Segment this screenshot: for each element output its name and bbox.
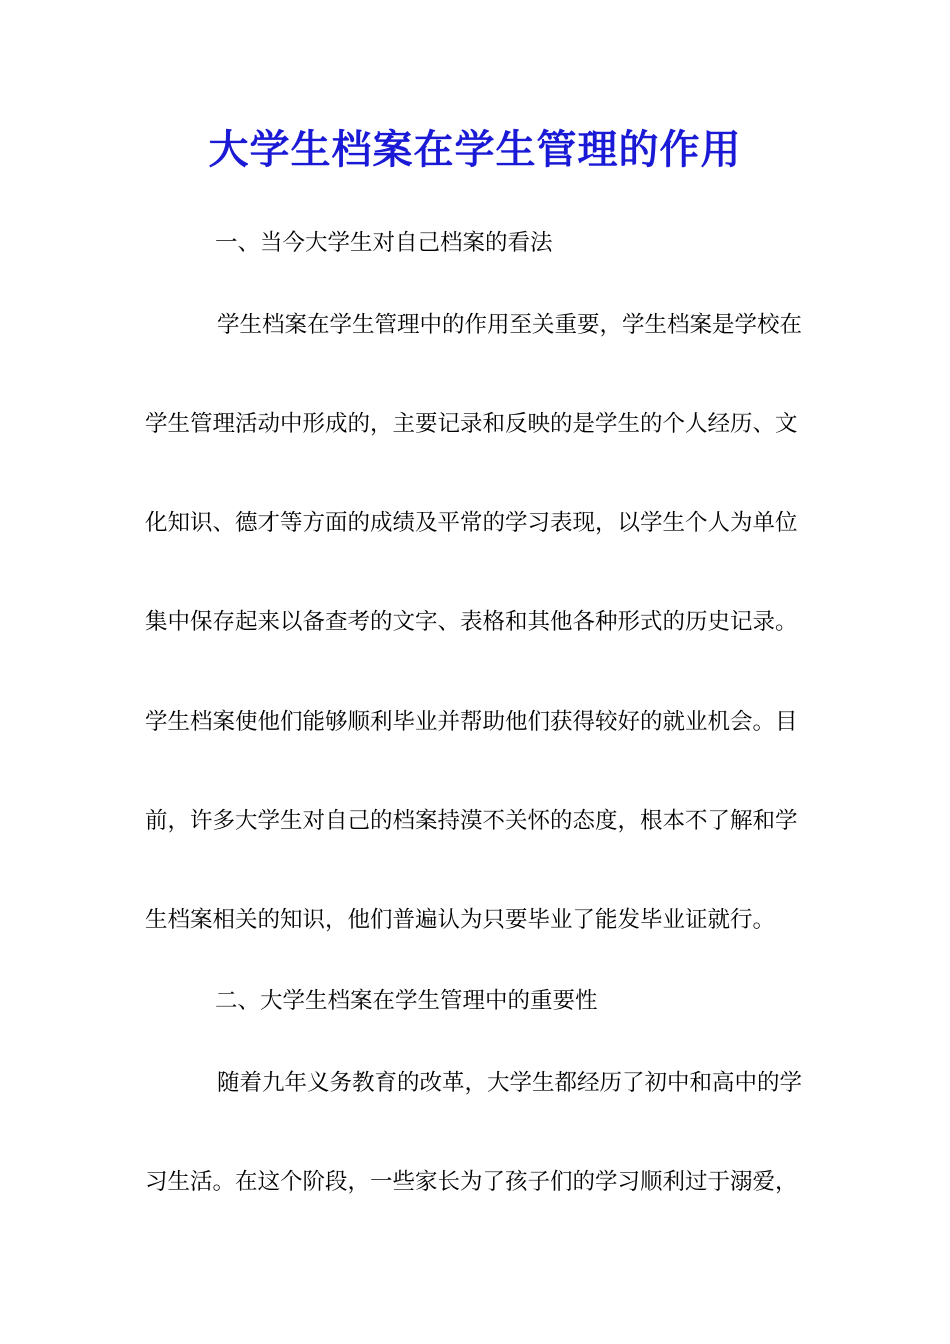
document-title: 大学生档案在学生管理的作用 [208,126,742,173]
section-heading-2: 二、大学生档案在学生管理中的重要性 [215,988,598,1014]
paragraph-line: 学生管理活动中形成的，主要记录和反映的是学生的个人经历、文 [145,411,798,437]
paragraph-line: 学生档案使他们能够顺利毕业并帮助他们获得较好的就业机会。目 [145,709,798,735]
paragraph-line: 随着九年义务教育的改革，大学生都经历了初中和高中的学 [217,1070,803,1096]
paragraph-line: 集中保存起来以备查考的文字、表格和其他各种形式的历史记录。 [145,609,798,635]
paragraph-line: 学生档案在学生管理中的作用至关重要，学生档案是学校在 [217,312,803,338]
section-heading-1: 一、当今大学生对自己档案的看法 [215,230,553,256]
paragraph-line: 生档案相关的知识，他们普遍认为只要毕业了能发毕业证就行。 [145,907,776,933]
paragraph-line: 前，许多大学生对自己的档案持漠不关怀的态度，根本不了解和学 [145,808,798,834]
paragraph-line: 习生活。在这个阶段，一些家长为了孩子们的学习顺利过于溺爱， [145,1169,798,1195]
paragraph-line: 化知识、德才等方面的成绩及平常的学习表现，以学生个人为单位 [145,510,798,536]
